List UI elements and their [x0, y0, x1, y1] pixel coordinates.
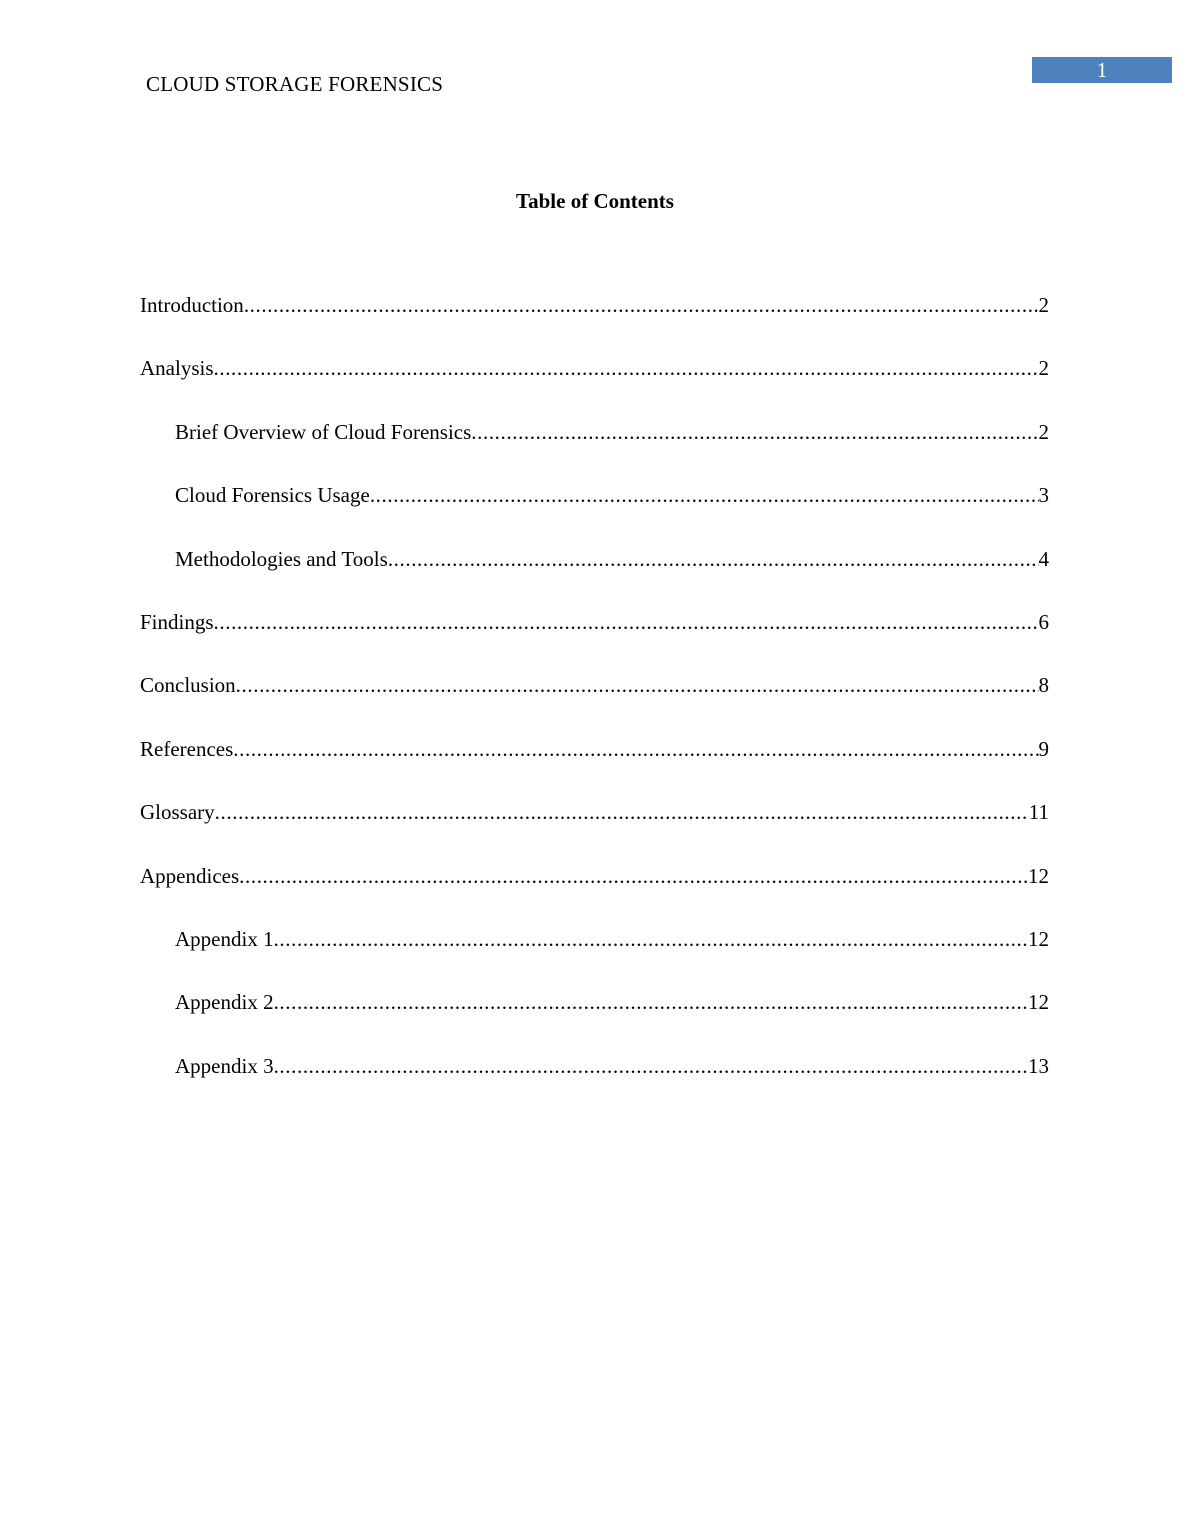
- toc-dot-leader: [370, 481, 1039, 509]
- toc-entry-page: 12: [1028, 926, 1049, 951]
- toc-dot-leader: [214, 608, 1039, 636]
- toc-entry-label: Glossary: [140, 800, 215, 825]
- toc-entry-label: Cloud Forensics Usage: [175, 483, 370, 508]
- toc-title: Table of Contents: [516, 189, 674, 213]
- toc-entry-references[interactable]: [140, 735, 1049, 798]
- toc-entry-page: 2: [1038, 356, 1049, 381]
- toc-entry-findings[interactable]: [140, 608, 1049, 671]
- toc-entry-introduction[interactable]: [140, 291, 1049, 354]
- toc-dot-leader: [239, 862, 1028, 890]
- toc-dot-leader: [215, 798, 1029, 826]
- table-of-contents: [140, 291, 1049, 1115]
- toc-entry-page: 12: [1028, 990, 1049, 1015]
- toc-entry-page: 11: [1028, 800, 1049, 825]
- toc-entry-page: 6: [1038, 609, 1049, 634]
- toc-entry-label: Methodologies and Tools: [175, 546, 388, 571]
- toc-entry-appendix-3[interactable]: [140, 1052, 1049, 1115]
- toc-entry-label: Introduction: [140, 293, 244, 317]
- toc-entry-appendix-2[interactable]: [140, 988, 1049, 1051]
- page-number: 1: [1032, 57, 1172, 83]
- toc-entry-page: 9: [1038, 736, 1049, 761]
- toc-dot-leader: [244, 291, 1039, 319]
- toc-entry-page: 13: [1028, 1053, 1049, 1078]
- toc-dot-leader: [274, 988, 1028, 1016]
- toc-entry-brief-overview[interactable]: [140, 418, 1049, 481]
- toc-entry-label: Brief Overview of Cloud Forensics: [175, 419, 472, 444]
- toc-entry-page: 8: [1038, 673, 1049, 698]
- toc-entry-label: References: [140, 736, 234, 761]
- toc-entry-appendices[interactable]: [140, 862, 1049, 925]
- toc-entry-conclusion[interactable]: [140, 671, 1049, 734]
- toc-dot-leader: [471, 418, 1038, 446]
- toc-entry-page: 3: [1038, 483, 1049, 508]
- toc-entry-label: Appendix 1: [175, 926, 274, 951]
- toc-entry-appendix-1[interactable]: [140, 925, 1049, 988]
- toc-entry-methodologies-tools[interactable]: [140, 545, 1049, 608]
- toc-entry-page: 2: [1038, 419, 1049, 444]
- toc-entry-label: Appendices: [140, 863, 240, 888]
- toc-entry-label: Findings: [140, 609, 214, 634]
- toc-entry-analysis[interactable]: [140, 354, 1049, 417]
- toc-entry-glossary[interactable]: [140, 798, 1049, 861]
- toc-dot-leader: [233, 735, 1038, 763]
- toc-dot-leader: [274, 1052, 1028, 1080]
- toc-entry-page: 4: [1038, 546, 1049, 571]
- toc-entry-label: Conclusion: [140, 673, 236, 698]
- toc-dot-leader: [214, 354, 1039, 382]
- toc-entry-cloud-forensics-usage[interactable]: [140, 481, 1049, 544]
- toc-entry-label: Analysis: [140, 356, 214, 381]
- toc-entry-label: Appendix 3: [175, 1053, 274, 1078]
- toc-entry-page: 12: [1028, 863, 1049, 888]
- toc-dot-leader: [388, 545, 1039, 573]
- toc-entry-label: Appendix 2: [175, 990, 274, 1015]
- toc-entry-page: 2: [1038, 293, 1049, 317]
- running-head: CLOUD STORAGE FORENSICS: [146, 72, 444, 96]
- toc-dot-leader: [236, 671, 1039, 699]
- toc-dot-leader: [274, 925, 1028, 953]
